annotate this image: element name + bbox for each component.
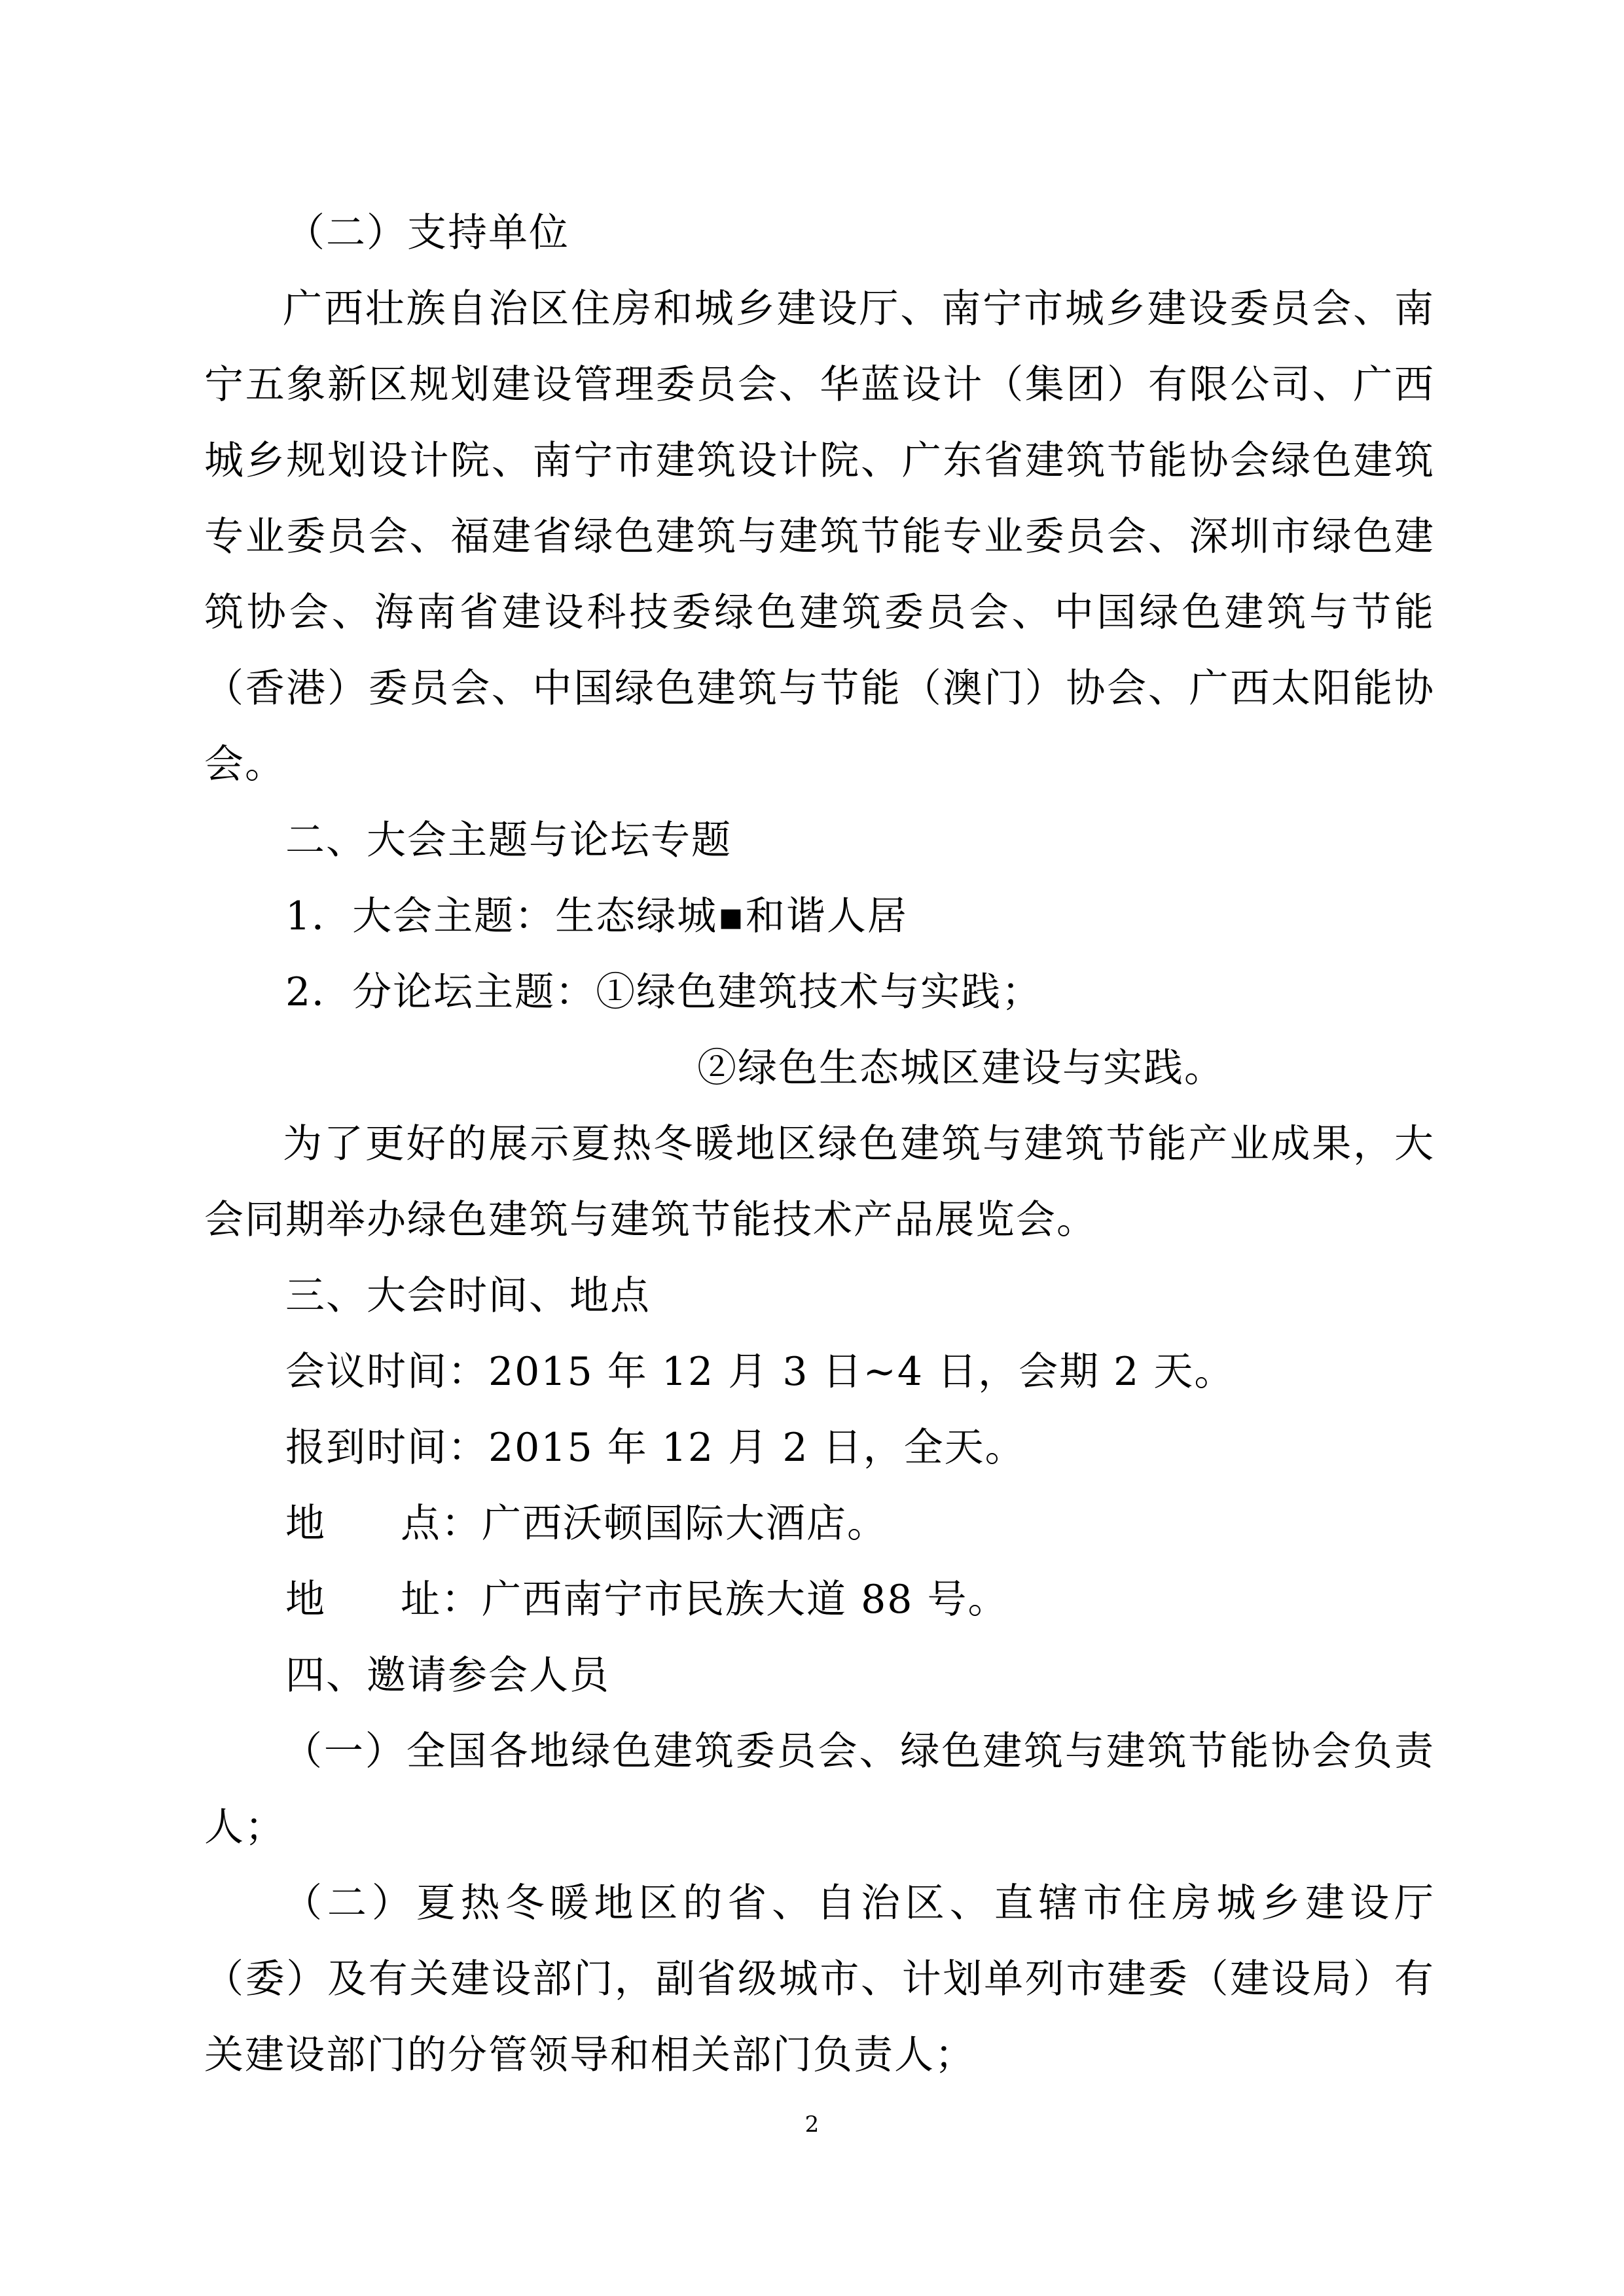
support-units-paragraph: 广西壮族自治区住房和城乡建设厅、南宁市城乡建设委员会、南宁五象新区规划建设管理委员会、华蓝设计（集团）有限公司、广西城乡规划设计院、南宁市建筑设计院、广东省建筑节能协会绿色建筑专业委员会、福建省绿色建筑与建筑节能专业委员会、深圳市绿色建筑协会、海南省建设科技委绿色建筑委员会、中国绿色建筑与节能（香港）委员会、中国绿色建筑与节能（澳门）协会、广西太阳能协会。 xyxy=(204,286,1435,787)
invitees-item-2: （二）夏热冬暖地区的省、自治区、直辖市住房城乡建设厅（委）及有关建设部门，副省级城市、计划单列市建委（建设局）有关建设部门的分管领导和相关部门负责人； xyxy=(204,1880,1435,2078)
venue-line xyxy=(204,1486,1435,1562)
address-value: ：广西南宁市民族大道 88 号。 xyxy=(441,1577,1009,1623)
section-heading-time-place: 三、大会时间、地点 xyxy=(285,1273,651,1319)
page-number: 2 xyxy=(804,2111,820,2138)
forum-theme-line-2: ②绿色生态城区建设与实践。 xyxy=(697,1045,1225,1091)
meeting-time-line: 会议时间：2015 年 12 月 3 日~4 日，会期 2 天。 xyxy=(285,1349,1235,1395)
address-label-char-1: 地 xyxy=(285,1577,326,1623)
address-line xyxy=(204,1562,1435,1638)
registration-time-line: 报到时间：2015 年 12 月 2 日，全天。 xyxy=(285,1425,1026,1471)
document-body xyxy=(204,195,1435,2093)
venue-value: ：广西沃顿国际大酒店。 xyxy=(441,1501,888,1547)
section-heading-invitees: 四、邀请参会人员 xyxy=(285,1653,610,1698)
conference-theme-line: 1．大会主题：生态绿城▪和谐人居 xyxy=(285,893,908,939)
venue-label-char-1: 地 xyxy=(285,1501,326,1547)
forum-theme-line-1: 2．分论坛主题：①绿色建筑技术与实践； xyxy=(285,969,1043,1015)
invitees-item-1: （一）全国各地绿色建筑委员会、绿色建筑与建筑节能协会负责人； xyxy=(204,1729,1435,1850)
section-heading-theme: 二、大会主题与论坛专题 xyxy=(285,817,732,863)
address-label-char-2: 址 xyxy=(401,1577,441,1623)
venue-label-char-2: 点 xyxy=(401,1501,441,1547)
section-heading-support-units: （二）支持单位 xyxy=(285,210,569,256)
exhibition-paragraph: 为了更好的展示夏热冬暖地区绿色建筑与建筑节能产业成果，大会同期举办绿色建筑与建筑节能技术产品展览会。 xyxy=(204,1121,1435,1243)
